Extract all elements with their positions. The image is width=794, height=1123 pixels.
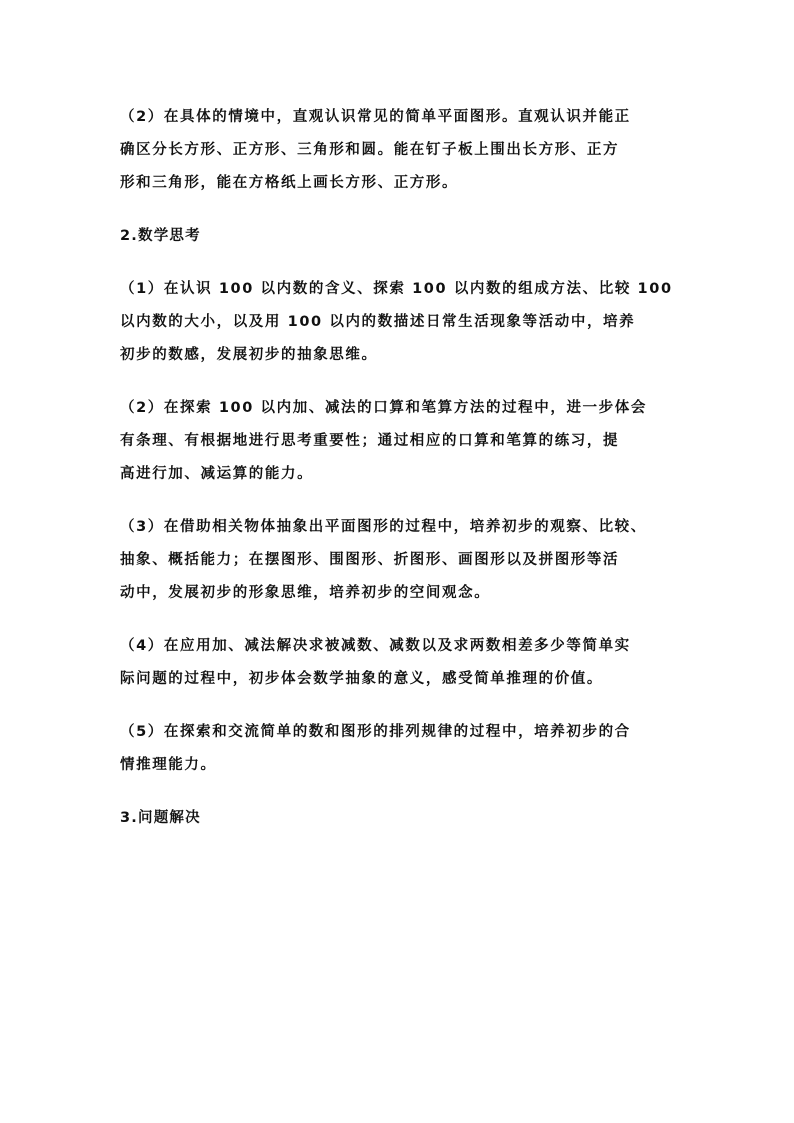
paragraph-line: 抽象、概括能力；在摆图形、围图形、折图形、画图形以及拼图形等活 <box>120 552 620 568</box>
paragraph-shapes-recognition <box>120 101 700 200</box>
paragraph-line: 动中，发展初步的形象思维，培养初步的空间观念。 <box>120 585 491 601</box>
paragraph-line: 确区分长方形、正方形、三角形和圆。能在钉子板上围出长方形、正方 <box>120 142 620 158</box>
paragraph-line: （3）在借助相关物体抽象出平面图形的过程中，培养初步的观察、比较、 <box>120 519 647 535</box>
section-heading-problem-solving <box>120 802 700 835</box>
paragraph-spatial-concepts <box>120 511 700 610</box>
paragraph-line: （4）在应用加、减法解决求被减数、减数以及求两数相差多少等简单实 <box>120 638 631 654</box>
paragraph-reasoning <box>120 716 700 782</box>
paragraph-line: 有条理、有根据地进行思考重要性；通过相应的口算和笔算的练习，提 <box>120 433 620 449</box>
paragraph-line: （2）在探索 100 以内加、减法的口算和笔算方法的过程中，进一步体会 <box>120 400 647 416</box>
paragraph-line: 以内数的大小，以及用 100 以内的数描述日常生活现象等活动中，培养 <box>120 314 636 330</box>
paragraph-number-sense <box>120 273 700 372</box>
paragraph-problem-application <box>120 630 700 696</box>
document-body <box>120 101 700 855</box>
paragraph-line: 情推理能力。 <box>120 757 217 773</box>
paragraph-line: 高进行加、减运算的能力。 <box>120 466 314 482</box>
paragraph-line: 际问题的过程中，初步体会数学抽象的意义，感受简单推理的价值。 <box>120 671 603 687</box>
paragraph-calculation <box>120 392 700 491</box>
paragraph-line: 初步的数感，发展初步的抽象思维。 <box>120 347 378 363</box>
paragraph-line: （1）在认识 100 以内数的含义、探索 100 以内数的组成方法、比较 100 <box>120 281 673 297</box>
section-heading: 2.数学思考 <box>120 228 201 244</box>
section-heading: 3.问题解决 <box>120 810 201 826</box>
paragraph-line: （2）在具体的情境中，直观认识常见的简单平面图形。直观认识并能正 <box>120 109 631 125</box>
section-heading-math-thinking <box>120 220 700 253</box>
paragraph-line: 形和三角形，能在方格纸上画长方形、正方形。 <box>120 175 459 191</box>
paragraph-line: （5）在探索和交流简单的数和图形的排列规律的过程中，培养初步的合 <box>120 724 631 740</box>
